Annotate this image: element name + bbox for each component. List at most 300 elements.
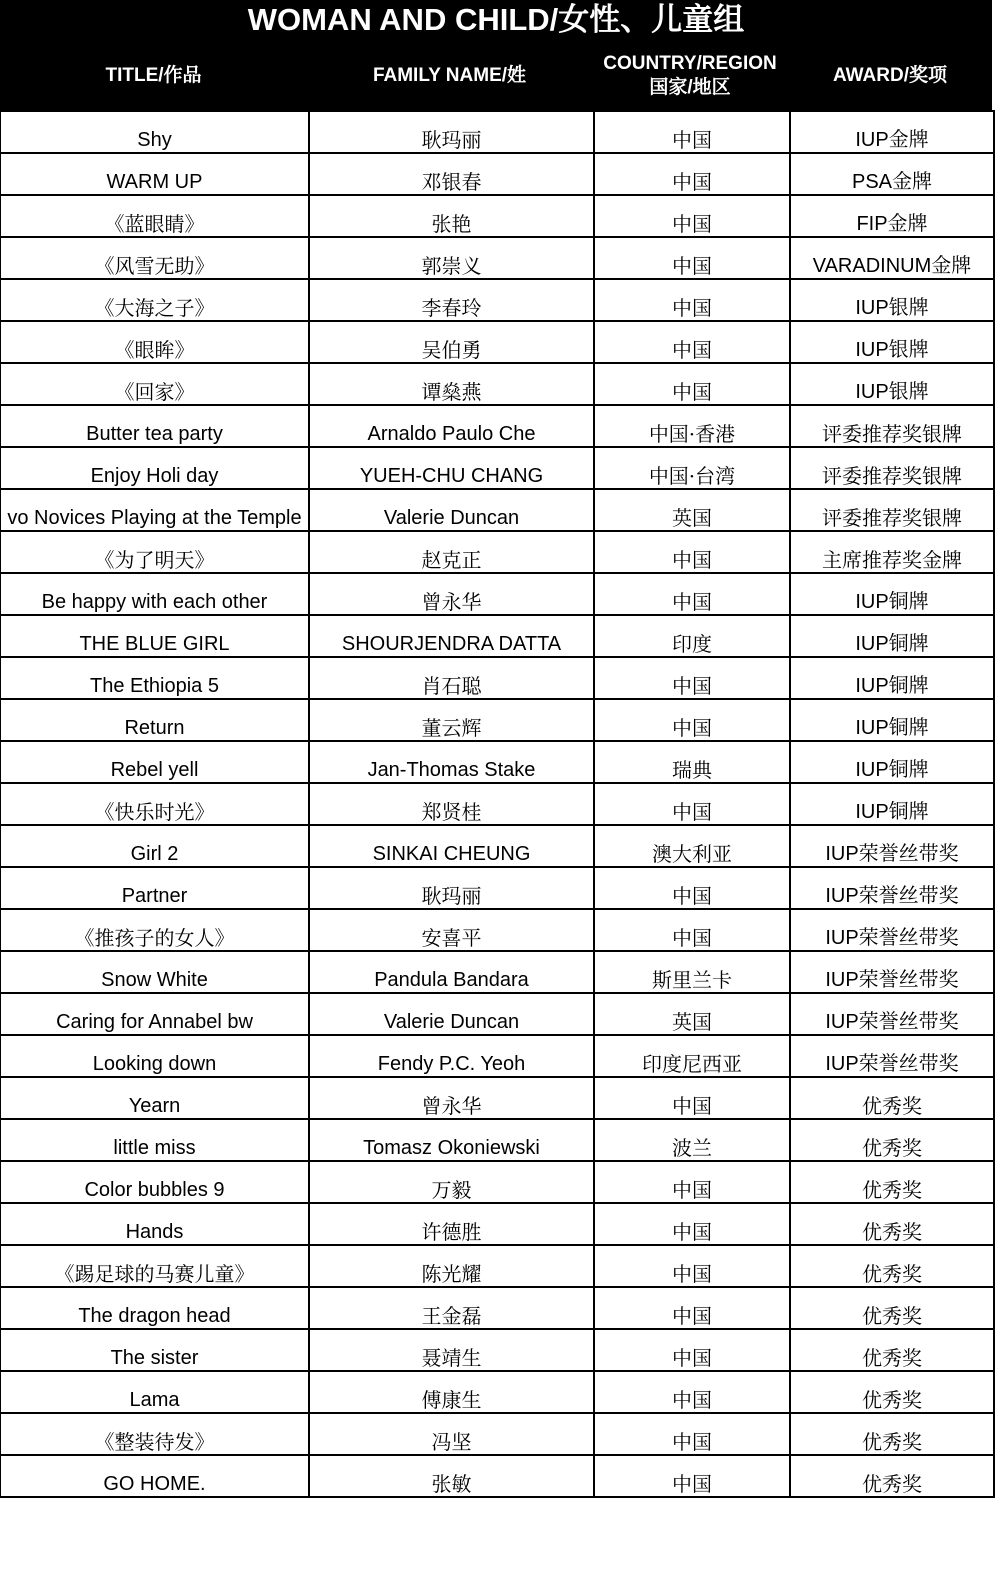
family-name-cell [309,1245,594,1287]
table-row [0,951,994,993]
entry-title-text: 《回家》 [114,380,195,404]
family-name-text: 冯坚 [431,1430,472,1454]
award-cell [790,111,994,153]
family-name-text: Fendy P.C. Yeoh [377,1053,526,1075]
table-row [0,699,994,741]
category-title: WOMAN AND CHILD/女性、儿童组 [247,2,745,37]
family-name-text: SHOURJENDRA DATTA [341,633,562,655]
country-region-cell [594,783,790,825]
family-name-text: Jan-Thomas Stake [367,759,536,781]
table-row [0,909,994,951]
country-region-text: 英国 [672,1010,712,1034]
entry-title-cell [0,741,309,783]
family-name-cell [309,951,594,993]
country-region-cell [594,1413,790,1455]
family-name-cell [309,1413,594,1455]
table-row [0,447,994,489]
entry-title-text: 《快乐时光》 [94,800,215,824]
country-region-cell [594,237,790,279]
country-region-cell [594,1287,790,1329]
entry-title-cell [0,1455,309,1497]
entry-title-text: Be happy with each other [41,591,268,613]
country-region-cell [594,1161,790,1203]
award-text: IUP荣誉丝带奖 [825,1053,959,1075]
family-name-text: 聂靖生 [421,1346,482,1370]
country-region-cell [594,279,790,321]
family-name-text: Valerie Duncan [383,507,520,529]
family-name-cell [309,153,594,195]
table-row [0,741,994,783]
country-region-text: 中国 [672,1346,712,1370]
entry-title-text: Color bubbles 9 [84,1179,225,1201]
table-row [0,489,994,531]
entry-title-cell [0,657,309,699]
family-name-text: 王金磊 [421,1304,482,1328]
country-region-text: 瑞典 [672,758,712,782]
table-row [0,1161,994,1203]
entry-title-text: little miss [113,1137,196,1159]
column-header-country [592,50,788,102]
table-row [0,111,994,153]
family-name-cell [309,1287,594,1329]
entry-title-text: Return [124,717,185,739]
award-text: 优秀奖 [862,1346,922,1370]
family-name-cell [309,237,594,279]
award-cell [790,237,994,279]
country-region-cell [594,1077,790,1119]
country-region-cell [594,657,790,699]
award-cell [790,531,994,573]
award-cell [790,741,994,783]
entry-title-text: Enjoy Holi day [90,465,219,487]
award-cell [790,909,994,951]
country-region-cell [594,1455,790,1497]
award-text: 优秀奖 [862,1262,922,1286]
award-text: 优秀奖 [862,1136,922,1160]
country-region-text: 波兰 [672,1136,712,1160]
country-region-text: 中国·台湾 [648,464,736,488]
country-region-cell [594,489,790,531]
table-row [0,783,994,825]
family-name-cell [309,1203,594,1245]
country-region-cell [594,363,790,405]
family-name-cell [309,825,594,867]
entry-title-cell [0,573,309,615]
country-region-cell [594,1119,790,1161]
award-cell [790,1413,994,1455]
family-name-text: 郑贤桂 [421,800,482,824]
award-cell [790,825,994,867]
country-region-text: 中国 [672,548,712,572]
table-row [0,1119,994,1161]
family-name-cell [309,741,594,783]
awards-table [0,110,995,1498]
table-row [0,1413,994,1455]
awards-table-body [0,111,994,1497]
family-name-text: 谭燊燕 [421,380,482,404]
country-region-text: 中国 [672,716,712,740]
entry-title-text: Looking down [92,1053,217,1075]
award-cell [790,1287,994,1329]
country-region-cell [594,1245,790,1287]
entry-title-text: Hands [125,1221,184,1243]
country-region-text: 中国 [672,254,712,278]
country-region-text: 中国 [672,1262,712,1286]
country-region-cell [594,909,790,951]
country-region-cell [594,825,790,867]
award-text: FIP金牌 [856,213,928,235]
entry-title-cell [0,1035,309,1077]
family-name-text: 耿玛丽 [421,884,482,908]
award-cell [790,1329,994,1371]
family-name-text: Pandula Bandara [374,969,529,991]
table-row [0,1203,994,1245]
entry-title-cell [0,993,309,1035]
award-cell [790,1245,994,1287]
country-region-cell [594,951,790,993]
award-text: IUP金牌 [855,129,929,151]
entry-title-text: Partner [121,885,188,907]
entry-title-cell [0,1329,309,1371]
country-region-cell [594,993,790,1035]
family-name-cell [309,657,594,699]
award-text: 优秀奖 [862,1388,922,1412]
award-cell [790,447,994,489]
column-header-award: AWARD/奖项 [832,65,947,86]
entry-title-cell [0,153,309,195]
country-region-text: 中国 [672,1178,712,1202]
award-text: 优秀奖 [862,1178,922,1202]
table-row [0,1245,994,1287]
family-name-text: 张艳 [431,212,472,236]
family-name-cell [309,1035,594,1077]
country-region-text: 中国 [672,800,712,824]
country-region-cell [594,195,790,237]
award-cell [790,1035,994,1077]
family-name-cell [309,195,594,237]
country-region-cell [594,1329,790,1371]
award-cell [790,993,994,1035]
family-name-text: 李春玲 [421,296,482,320]
table-row [0,1287,994,1329]
country-region-text: 印度 [672,632,712,656]
family-name-cell [309,993,594,1035]
country-region-text: 中国 [672,1220,712,1244]
family-name-text: 吴伯勇 [421,338,482,362]
table-row [0,825,994,867]
award-text: IUP荣誉丝带奖 [825,843,959,865]
table-row [0,1077,994,1119]
family-name-text: 陈光耀 [421,1262,482,1286]
table-row [0,363,994,405]
family-name-cell [309,363,594,405]
table-row [0,1455,994,1497]
entry-title-text: Girl 2 [130,843,179,865]
country-region-text: 中国 [672,674,712,698]
family-name-cell [309,447,594,489]
country-region-text: 中国 [672,1388,712,1412]
country-region-cell [594,573,790,615]
award-text: IUP铜牌 [855,759,929,781]
family-name-text: 曾永华 [421,1094,482,1118]
country-region-text: 中国 [672,926,712,950]
entry-title-text: 《踢足球的马赛儿童》 [54,1262,255,1286]
table-row [0,195,994,237]
award-text: IUP荣誉丝带奖 [825,1011,959,1033]
family-name-text: 郭崇义 [421,254,482,278]
entry-title-text: GO HOME. [103,1473,206,1495]
family-name-text: 安喜平 [421,926,482,950]
award-text: 评委推荐奖银牌 [822,464,962,488]
country-region-text: 中国 [672,380,712,404]
entry-title-cell [0,825,309,867]
entry-title-text: The sister [110,1347,199,1369]
award-cell [790,1161,994,1203]
entry-title-cell [0,279,309,321]
country-region-text: 中国 [672,1094,712,1118]
award-text: 评委推荐奖银牌 [822,506,962,530]
entry-title-cell [0,489,309,531]
family-name-text: SINKAI CHEUNG [372,843,531,865]
country-region-text: 印度尼西亚 [642,1052,742,1076]
family-name-text: 肖石聪 [421,674,482,698]
country-region-text: 中国 [672,338,712,362]
country-region-cell [594,531,790,573]
country-region-text: 中国 [672,170,712,194]
entry-title-text: 《风雪无助》 [94,254,215,278]
award-text: IUP铜牌 [855,717,929,739]
family-name-text: Valerie Duncan [383,1011,520,1033]
entry-title-text: 《大海之子》 [94,296,215,320]
entry-title-cell [0,1245,309,1287]
entry-title-cell [0,405,309,447]
entry-title-cell [0,867,309,909]
award-cell [790,1077,994,1119]
table-row [0,657,994,699]
entry-title-cell [0,615,309,657]
award-cell [790,153,994,195]
award-cell [790,1119,994,1161]
award-text: 优秀奖 [862,1220,922,1244]
award-text: IUP银牌 [855,297,929,319]
award-cell [790,279,994,321]
table-row [0,279,994,321]
family-name-cell [309,1455,594,1497]
entry-title-cell [0,1119,309,1161]
table-row [0,321,994,363]
column-header-title: TITLE/作品 [105,65,202,86]
award-cell [790,699,994,741]
award-cell [790,363,994,405]
family-name-cell [309,1329,594,1371]
award-text: IUP银牌 [855,339,929,361]
family-name-cell [309,699,594,741]
award-text: IUP荣誉丝带奖 [825,885,959,907]
entry-title-text: vo Novices Playing at the Temple [7,507,302,529]
entry-title-text: Lama [129,1389,180,1411]
award-text: IUP铜牌 [855,801,929,823]
table-row [0,573,994,615]
entry-title-cell [0,699,309,741]
country-region-cell [594,867,790,909]
award-cell [790,783,994,825]
family-name-text: 赵克正 [421,548,482,572]
family-name-cell [309,111,594,153]
family-name-cell [309,1119,594,1161]
award-cell [790,195,994,237]
award-cell [790,489,994,531]
award-text: 评委推荐奖银牌 [822,422,962,446]
award-text: IUP铜牌 [855,591,929,613]
country-region-text: 英国 [672,506,712,530]
country-region-text: 中国 [672,884,712,908]
award-cell [790,1455,994,1497]
entry-title-text: 《蓝眼睛》 [104,212,205,236]
table-row [0,993,994,1035]
entry-title-cell [0,531,309,573]
entry-title-text: The Ethiopia 5 [90,675,219,697]
country-region-text: 中国 [672,1430,712,1454]
family-name-text: Arnaldo Paulo Che [367,423,536,445]
entry-title-text: Caring for Annabel bw [56,1011,253,1033]
country-region-cell [594,153,790,195]
country-region-cell [594,1371,790,1413]
entry-title-text: WARM UP [106,171,203,193]
family-name-cell [309,489,594,531]
family-name-text: Tomasz Okoniewski [363,1137,540,1159]
table-row [0,615,994,657]
family-name-text: 许德胜 [421,1220,482,1244]
award-text: 优秀奖 [862,1472,922,1496]
family-name-text: YUEH-CHU CHANG [359,465,544,487]
family-name-cell [309,1161,594,1203]
table-row [0,1035,994,1077]
country-region-cell [594,447,790,489]
entry-title-text: Snow White [101,969,208,991]
entry-title-cell [0,1413,309,1455]
country-region-text: 中国 [672,212,712,236]
entry-title-cell [0,1287,309,1329]
award-text: 优秀奖 [862,1430,922,1454]
family-name-cell [309,1371,594,1413]
table-row [0,1329,994,1371]
award-text: IUP荣誉丝带奖 [825,927,959,949]
entry-title-text: Butter tea party [86,423,223,445]
family-name-text: 耿玛丽 [421,128,482,152]
family-name-cell [309,1077,594,1119]
award-text: 主席推荐奖金牌 [822,548,962,572]
entry-title-text: Shy [137,129,172,151]
entry-title-text: 《为了明天》 [94,548,215,572]
country-region-text: 中国 [672,128,712,152]
entry-title-text: Yearn [128,1095,181,1117]
entry-title-cell [0,111,309,153]
table-row [0,867,994,909]
award-cell [790,1203,994,1245]
country-region-text: 中国 [672,1304,712,1328]
award-cell [790,867,994,909]
family-name-text: 董云辉 [421,716,482,740]
table-row [0,531,994,573]
country-region-text: 中国·香港 [648,422,736,446]
award-cell [790,321,994,363]
award-text: VARADINUM金牌 [812,255,972,277]
country-region-text: 中国 [672,1472,712,1496]
column-header-country-en: COUNTRY/REGION [603,53,777,74]
entry-title-cell [0,1371,309,1413]
award-cell [790,405,994,447]
entry-title-cell [0,783,309,825]
family-name-text: 张敏 [431,1472,472,1496]
country-region-cell [594,699,790,741]
award-cell [790,1371,994,1413]
sheet-header [0,0,992,110]
family-name-cell [309,405,594,447]
family-name-cell [309,783,594,825]
entry-title-cell [0,951,309,993]
family-name-cell [309,279,594,321]
award-text: IUP铜牌 [855,675,929,697]
entry-title-cell [0,195,309,237]
country-region-text: 澳大利亚 [652,842,732,866]
table-row [0,153,994,195]
award-cell [790,573,994,615]
entry-title-cell [0,1203,309,1245]
entry-title-text: The dragon head [78,1305,231,1327]
family-name-text: 傅康生 [421,1388,482,1412]
award-cell [790,657,994,699]
family-name-text: 曾永华 [421,590,482,614]
award-cell [790,951,994,993]
entry-title-cell [0,1161,309,1203]
award-text: 优秀奖 [862,1094,922,1118]
entry-title-cell [0,1077,309,1119]
country-region-text: 斯里兰卡 [652,968,732,992]
column-header-country-zh: 国家/地区 [649,77,731,98]
table-row [0,237,994,279]
table-row [0,1371,994,1413]
family-name-cell [309,615,594,657]
entry-title-text: Rebel yell [110,759,199,781]
award-text: IUP荣誉丝带奖 [825,969,959,991]
country-region-cell [594,321,790,363]
family-name-text: 邓银春 [421,170,482,194]
country-region-text: 中国 [672,590,712,614]
entry-title-cell [0,363,309,405]
country-region-cell [594,1203,790,1245]
entry-title-cell [0,321,309,363]
entry-title-text: 《推孩子的女人》 [74,926,235,950]
entry-title-cell [0,447,309,489]
award-text: IUP银牌 [855,381,929,403]
award-cell [790,615,994,657]
country-region-cell [594,741,790,783]
country-region-text: 中国 [672,296,712,320]
country-region-cell [594,405,790,447]
award-text: IUP铜牌 [855,633,929,655]
entry-title-text: 《眼眸》 [114,338,195,362]
entry-title-cell [0,237,309,279]
entry-title-cell [0,909,309,951]
award-text: 优秀奖 [862,1304,922,1328]
entry-title-text: 《整装待发》 [94,1430,215,1454]
entry-title-text: THE BLUE GIRL [79,633,230,655]
family-name-text: 万毅 [431,1178,472,1202]
family-name-cell [309,909,594,951]
table-row [0,405,994,447]
family-name-cell [309,531,594,573]
country-region-cell [594,615,790,657]
